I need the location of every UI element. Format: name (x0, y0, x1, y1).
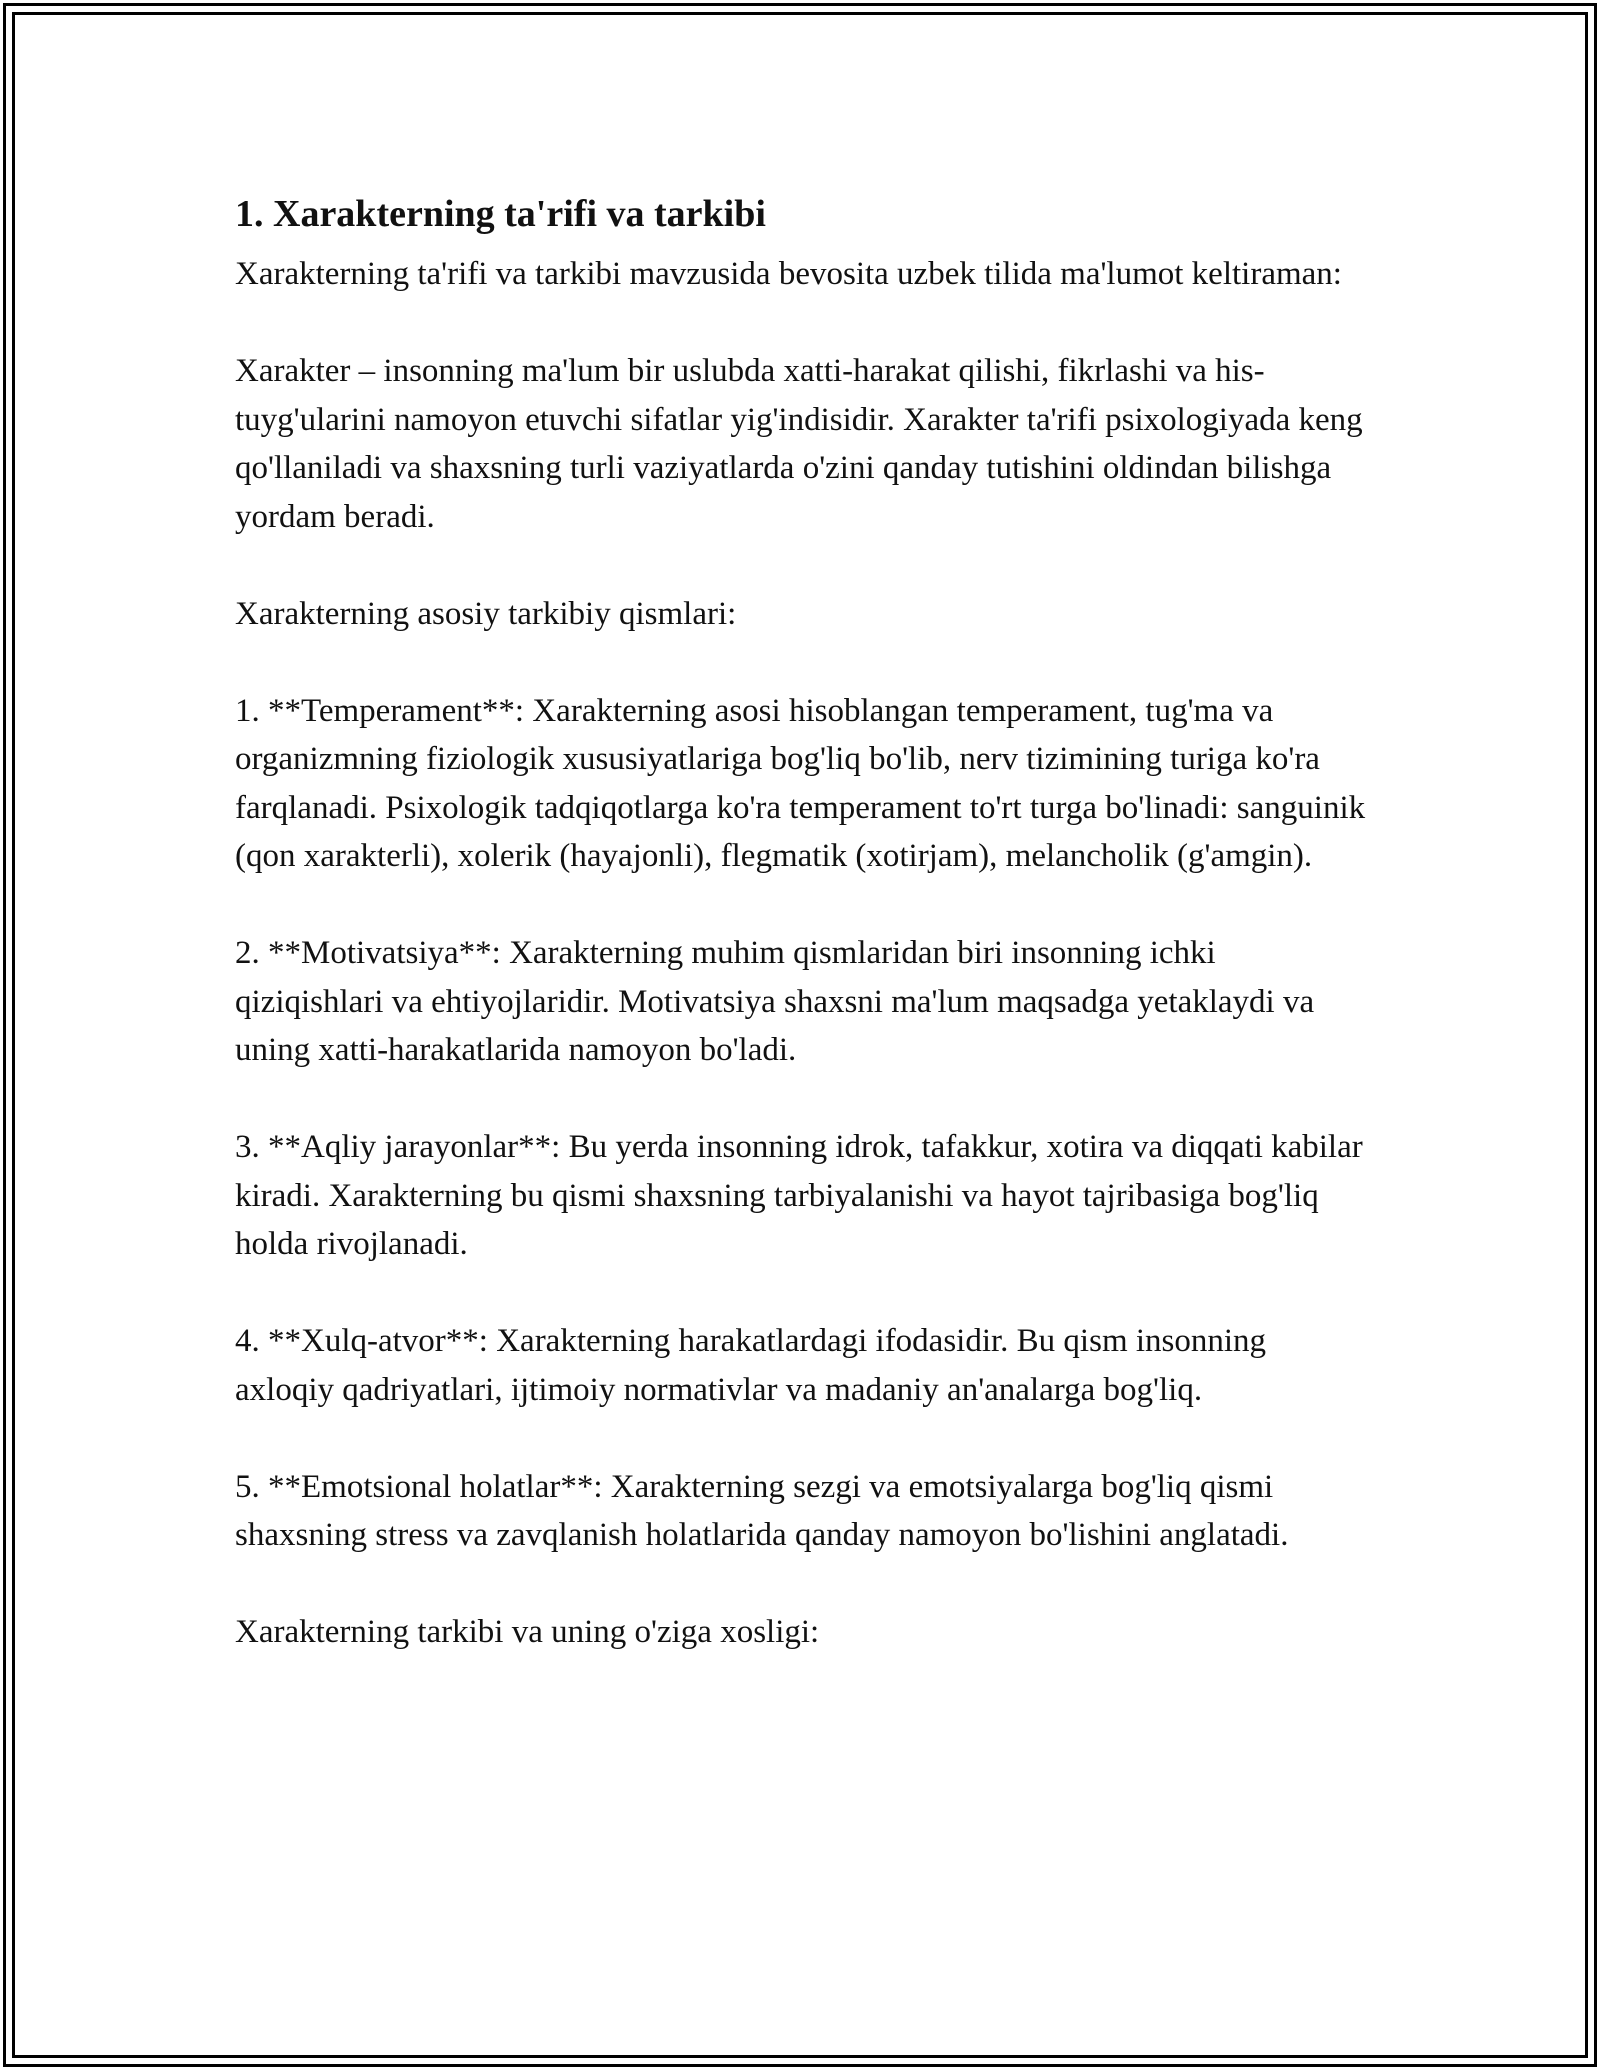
intro-paragraph: Xarakterning ta'rifi va tarkibi mavzusida bevosita uzbek tilida ma'lumot keltiraman: (235, 256, 1342, 292)
document-body (235, 183, 1370, 1705)
list-item-aqliy-jarayonlar: 3. **Aqliy jarayonlar**: Bu yerda insonning idrok, tafakkur, xotira va diqqati kabilar kiradi. Xarakterning bu qismi shaxsning tarbiyalanishi va hayot tajribasiga bog'liq holda rivojlanadi. (235, 1129, 1363, 1262)
list-item-xulq-atvor: 4. **Xulq-atvor**: Xarakterning harakatlardagi ifodasidir. Bu qism insonning axloqiy qadriyatlari, ijtimoiy normativlar va madaniy an'analarga bog'liq. (235, 1323, 1267, 1408)
list-item-temperament: 1. **Temperament**: Xarakterning asosi hisoblangan temperament, tug'ma va organizmning fiziologik xususiyatlariga bog'liq bo'lib, nerv tizimining turiga ko'ra farqlanadi. Psixologik tadqiqotlarga ko'ra temperament to'rt turga bo'linadi: sanguinik (qon xarakterli), xolerik (hayajonli), flegmatik (xotirjam), melancholik (g'amgin). (235, 692, 1366, 874)
components-intro-paragraph: Xarakterning asosiy tarkibiy qismlari: (235, 595, 737, 632)
document-heading: 1. Xarakterning ta'rifi va tarkibi (235, 193, 766, 235)
closing-paragraph: Xarakterning tarkibi va uning o'ziga xosligi: (235, 1614, 820, 1650)
list-item-motivatsiya: 2. **Motivatsiya**: Xarakterning muhim qismlaridan biri insonning ichki qiziqishlari va ehtiyojlaridir. Motivatsiya shaxsni ma'lum maqsadga yetaklaydi va uning xatti-harakatlarida namoyon bo'ladi. (235, 935, 1315, 1068)
list-item-emotsional-holatlar: 5. **Emotsional holatlar**: Xarakterning sezgi va emotsiyalarga bog'liq qismi shaxsning stress va zavqlanish holatlarida qanday namoyon bo'lishini anglatadi. (235, 1468, 1289, 1553)
definition-paragraph: Xarakter – insonning ma'lum bir uslubda xatti-harakat qilishi, fikrlashi va his-tuyg'ularini namoyon etuvchi sifatlar yig'indisidir. Xarakter ta'rifi psixologiyada keng qo'llaniladi va shaxsning turli vaziyatlarda o'zini qanday tutishini oldindan bilishga yordam beradi. (235, 353, 1363, 535)
